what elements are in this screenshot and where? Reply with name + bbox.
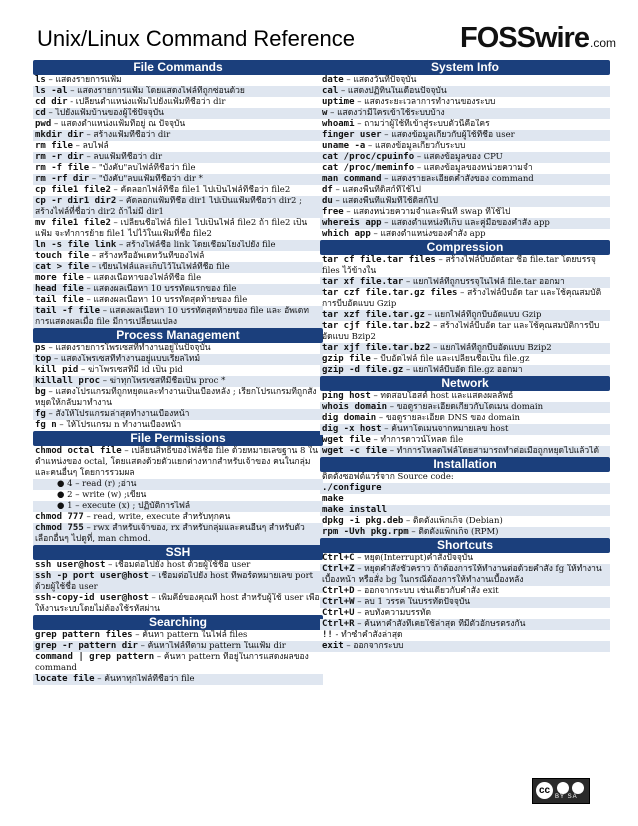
command-description: – แสดงโปรแกรมที่ถูกหยุดและทำงานเป็นเบื้องหลัง ; เรียกโปรแกรมที่ถูกสั่งหยุดให้กลับมาทำงาน (35, 387, 317, 408)
command-text: tar czf file.tar.gz files (322, 288, 458, 298)
command-row (33, 409, 323, 420)
command-row (320, 354, 610, 365)
section-header-shortcuts: Shortcuts (320, 538, 610, 553)
command-description: – แสดงเนื้อหาของไฟล์ที่ชื่อ file (83, 273, 202, 283)
command-description: – สั่งให้โปรแกรมล่าสุดทำงานเบื้องหน้า (45, 409, 190, 419)
command-description: – แสดงรายการแฟ้ม โดยแสดงไฟล์ที่ถูกซ่อนด้วย (67, 86, 245, 96)
command-text: mkdir dir (35, 130, 84, 140)
command-text: Ctrl+C (322, 553, 355, 563)
command-description: – ลบ 1 วรรค ในบรรทัดปัจจุบัน (354, 597, 471, 607)
command-row (320, 630, 610, 641)
command-description: - เปลี่ยนตำแหน่งแฟ้มไปยังแฟ้มที่ชื่อว่า dir (67, 97, 226, 107)
command-text: tar xf file.tar (322, 277, 404, 287)
command-text: dig -x host (322, 424, 382, 434)
command-text: which app (322, 229, 371, 239)
command-text: cp file1 file2 (35, 185, 111, 195)
command-row (33, 97, 323, 108)
command-text: Ctrl+Z (322, 564, 355, 574)
command-text: kill pid (35, 365, 79, 375)
command-description: – ค้นหา pattern ที่อยู่ในการแสดงผลของ command (35, 652, 309, 673)
command-description: – แสดงหน่วยความจำและพื้นที่ swap ที่ใช้ไป (343, 207, 511, 217)
creative-commons-badge (532, 778, 590, 804)
section-header-compression: Compression (320, 240, 610, 255)
command-row (33, 490, 323, 501)
command-text: tail -f file (35, 306, 101, 316)
command-row (33, 420, 323, 431)
command-text: pwd (35, 119, 52, 129)
command-description: – ค้นหาคำสั่งที่เคยใช้ล่าสุด ที่มีตัวอักษรตรงกัน (354, 619, 526, 629)
command-text: uname -a (322, 141, 366, 151)
command-description: – สร้างหรืออัพเดทวันที่ของไฟล์ (89, 251, 205, 261)
command-row (320, 163, 610, 174)
command-description: – ออกจากระบบ (343, 641, 404, 651)
command-text: ssh -p port user@host (35, 571, 149, 581)
command-text: ./configure (322, 483, 382, 493)
command-row (33, 196, 323, 218)
command-text: whereis app (322, 218, 382, 228)
section-header-system-info: System Info (320, 60, 610, 75)
command-text: tar cf file.tar files (322, 255, 436, 265)
command-row (320, 277, 610, 288)
command-row (33, 119, 323, 130)
command-description: ● 4 – read (r) ;อ่าน (57, 479, 137, 489)
command-description: – แสดงว่ามีใครเข้าใช้ระบบบ้าง (327, 108, 445, 118)
command-description: – สร้างไฟล์บีบอัด tar และใช้คุณสมบัติการบีบอัดแบบ Bzip2 (322, 321, 600, 342)
command-row (33, 560, 323, 571)
command-row (320, 343, 610, 354)
command-text: man command (322, 174, 382, 184)
command-row (33, 75, 323, 86)
command-text: cd (35, 108, 46, 118)
command-description: – ฆ่าโพรเซสที่มี id เป็น pid (78, 365, 183, 375)
command-row (33, 108, 323, 119)
command-text: gzip file (322, 354, 371, 364)
command-row (33, 130, 323, 141)
command-description: – คัดลอกไฟล์ที่ชื่อ file1 ไปเป็นไฟล์ที่ชื่อว่า file2 (110, 185, 291, 195)
command-text: rm file (35, 141, 73, 151)
command-row (33, 251, 323, 262)
command-description: – เปลี่ยนสิทธิ์ของไฟล์ชื่อ file ด้วยหมายเลขฐาน 8 ในตำแหน่งของ octal, โดยแสดงด้วยตัวแยกต่างหากสำหรับเจ้าของ คนในกลุ่ม และคนอื่นๆ โดยการรวมผล (35, 446, 319, 478)
command-row (33, 376, 323, 387)
command-row (320, 207, 610, 218)
command-row (320, 527, 610, 538)
command-text: Ctrl+R (322, 619, 355, 629)
command-description: – แสดงตำแหน่งของคำสั่ง app (370, 229, 486, 239)
command-row (33, 630, 323, 641)
command-row (33, 163, 323, 174)
command-description: – ให้โปรแกรม n ทำงานเบื้องหน้า (56, 420, 182, 430)
command-description: – แสดงรายละเอียดคำสั่งของ command (381, 174, 534, 184)
command-text: dig domain (322, 413, 377, 423)
command-text: rm -rf dir (35, 174, 90, 184)
command-description: – rwx สำหรับเจ้าของ, rx สำหรับกลุ่มและคนอื่นๆ สำหรับตัวเลือกอื่นๆ ไปดูที่, man chmod. (35, 523, 305, 544)
command-description: – "บังคับ"ลบแฟ้มที่ชื่อว่า dir * (89, 174, 203, 184)
command-text: ls (35, 75, 46, 85)
command-row (33, 284, 323, 295)
command-text: date (322, 75, 344, 85)
command-text: tar xzf file.tar.gz (322, 310, 425, 320)
command-description: – แยกไฟล์บีบอัด file.gz ออกมา (403, 365, 523, 375)
command-row (320, 435, 610, 446)
command-text: exit (322, 641, 344, 651)
command-row (33, 262, 323, 273)
command-text: fg n (35, 420, 57, 430)
command-text: touch file (35, 251, 90, 261)
command-row (33, 571, 323, 593)
command-text: make install (322, 505, 388, 515)
command-text: cat /proc/meminfo (322, 163, 415, 173)
command-text: wget -c file (322, 446, 388, 456)
command-text: df (322, 185, 333, 195)
command-row (33, 152, 323, 163)
command-text: Ctrl+U (322, 608, 355, 618)
command-description: – ออกจากระบบ เช่นเดียวกับคำสั่ง exit (354, 586, 499, 596)
command-row (33, 652, 323, 674)
command-row (320, 310, 610, 321)
command-text: mv file1 file2 (35, 218, 111, 228)
command-text: cat > file (35, 262, 90, 272)
command-row (320, 75, 610, 86)
command-row (320, 108, 610, 119)
command-row (320, 641, 610, 652)
command-text: grep -r pattern dir (35, 641, 138, 651)
command-row (33, 86, 323, 97)
command-row (33, 354, 323, 365)
command-description: – ค้นหาไฟล์ที่ตาม pattern ในแฟ้ม dir (137, 641, 286, 651)
command-description: – ทำการโหลดไฟล์โดยสามารถทำต่อเมื่อถูกหยุดไปแล้วได้ (387, 446, 599, 456)
command-row (320, 597, 610, 608)
command-row (320, 564, 610, 586)
command-row (33, 641, 323, 652)
command-description: – เชื่อมต่อไปยัง host ด้วยผู้ใช้ชื่อ user (105, 560, 251, 570)
command-description: – แสดงตำแหน่งที่เก็บ และคู่มือของคำสั่ง app (381, 218, 550, 228)
command-description: – บีบอัดไฟล์ file และเปลี่ยนชื่อเป็น file.gz (370, 354, 530, 364)
command-row (320, 483, 610, 494)
fosswire-logo (460, 22, 616, 55)
command-description: – สร้างไฟล์บีบอัดtar ชื่อ file.tar โดยบรรจุ files ไว้ข้างใน (322, 255, 596, 276)
command-text: wget file (322, 435, 371, 445)
command-row (320, 196, 610, 207)
section-header-process-management: Process Management (33, 328, 323, 343)
command-row (320, 218, 610, 229)
command-row (320, 586, 610, 597)
section-header-ssh: SSH (33, 545, 323, 560)
command-row (320, 130, 610, 141)
sa-icon (572, 782, 584, 794)
command-row (320, 391, 610, 402)
command-row (320, 86, 610, 97)
command-description: – ค้นหาทุกไฟล์ที่ชื่อว่า file (94, 674, 195, 684)
command-row (320, 472, 610, 483)
command-description: – แสดงระยะเวลาการทำงานของระบบ (354, 97, 496, 107)
page-title: Unix/Linux Command Reference (37, 26, 355, 51)
command-text: tar cjf file.tar.bz2 (322, 321, 431, 331)
command-text: tar xjf file.tar.bz2 (322, 343, 431, 353)
command-description: – ขอดูรายละเอียด DNS ของ domain (376, 413, 521, 423)
command-description: – ถามว่าผู้ใช้ที่เข้าสู่ระบบตัวนี้คือใคร (354, 119, 490, 129)
command-description: – แสดงข้อมูลของ CPU (414, 152, 503, 162)
section-header-network: Network (320, 376, 610, 391)
command-description: – แสดงรายการโพรเซสที่ทำงานอยู่ในปัจจุบัน (45, 343, 211, 353)
command-description: – แยกไฟล์ที่ถูกบีบอัดแบบ Bzip2 (430, 343, 552, 353)
command-text: locate file (35, 674, 95, 684)
command-text: chmod octal file (35, 446, 122, 456)
cc-icon: cc (536, 782, 553, 799)
command-text: head file (35, 284, 84, 294)
command-text: rpm -Uvh pkg.rpm (322, 527, 409, 537)
command-row (320, 424, 610, 435)
command-row (33, 295, 323, 306)
command-row (33, 174, 323, 185)
command-description: – เปลี่ยนชื่อไฟล์ file1 ไปเป็นไฟล์ file2 ถ้า file2 เป็นแฟ้ม จะทำการย้าย file1 ไปไว้ในแฟ้มที่ชื่อ file2 (35, 218, 308, 239)
command-row (33, 387, 323, 409)
command-description: – แสดงปฏิทินในเดือนปัจจุบัน (338, 86, 447, 96)
command-description: – แสดงพื้นที่ดิสก์ที่ใช้ไป (332, 185, 421, 195)
command-row (320, 174, 610, 185)
command-description: – แสดงผลเนื้อหา 10 บรรทัดสุดท้ายของ file และ อัพเดทการแสดงผลเมื่อ file มีการเปลี่ยนแปลง (35, 306, 309, 327)
command-description: – ไปยังแฟ้มบ้านของผู้ใช้ปัจจุบัน (45, 108, 164, 118)
command-row (33, 343, 323, 354)
command-description: – สร้างไฟล์ชื่อ link โดยเชื่อมโยงไปยัง file (116, 240, 276, 250)
section-header-installation: Installation (320, 457, 610, 472)
command-description: – แสดงวันที่ปัจจุบัน (343, 75, 417, 85)
command-description: – แสดงข้อมูลเกี่ยวกับผู้ใช้ที่ชื่อ user (381, 130, 515, 140)
command-row (320, 608, 610, 619)
command-row (320, 619, 610, 630)
left-column (33, 60, 323, 685)
command-row (320, 119, 610, 130)
command-text: fg (35, 409, 46, 419)
command-row (33, 365, 323, 376)
command-text: !! (322, 630, 333, 640)
command-description: – ทดสอบโฮสต์ host และแสดงผลลัพธ์ (370, 391, 514, 401)
command-row (33, 674, 323, 685)
command-description: – หยุด(Interrupt)คำสั่งปัจจุบัน (354, 553, 474, 563)
command-row (33, 218, 323, 240)
command-description: – เขียนไฟล์และเก็บไว้ในไฟล์ที่ชื่อ file (89, 262, 230, 272)
command-description: – เพิ่มคีย์ของคุณที่ host สำหรับผู้ใช้ user เพื่อให้งานระบบโดยไม่ต้องใช้รหัสผ่าน (35, 593, 320, 614)
command-row (33, 185, 323, 196)
command-text: chmod 755 (35, 523, 84, 533)
command-row (33, 512, 323, 523)
by-icon (557, 782, 569, 794)
command-text: free (322, 207, 344, 217)
section-header-file-commands: File Commands (33, 60, 323, 75)
command-row (320, 413, 610, 424)
command-description: – ลบแฟ้มที่ชื่อว่า dir (83, 152, 163, 162)
command-row (33, 240, 323, 251)
command-description: – แสดงพื้นที่แฟ้มที่ใช้ดิสก์ไป (332, 196, 438, 206)
command-text: rm -r dir (35, 152, 84, 162)
command-row (320, 141, 610, 152)
command-text: cp -r dir1 dir2 (35, 196, 117, 206)
logo-text: FOSSwire (459, 22, 589, 54)
command-text: cal (322, 86, 339, 96)
command-description: – แสดงข้อมูลของหน่วยความจำ (414, 163, 533, 173)
command-description: – read, write, execute สำหรับทุกคน (83, 512, 231, 522)
command-row (320, 97, 610, 108)
command-row (33, 479, 323, 490)
command-text: bg (35, 387, 46, 397)
command-description: – ขอดูรายละเอียดเกี่ยวกับโดเมน domain (387, 402, 544, 412)
logo-domain: .com (589, 36, 616, 50)
command-text: du (322, 196, 333, 206)
command-text: whoami (322, 119, 355, 129)
command-description: ● 1 – execute (x) ; ปฏิบัติการไฟล์ (57, 501, 191, 511)
command-text: killall proc (35, 376, 101, 386)
command-text: top (35, 354, 52, 364)
command-row (320, 185, 610, 196)
command-row (320, 494, 610, 505)
command-description: ติดตั้งซอฟต์แวร์จาก Source code: (322, 472, 454, 482)
page-header (14, 0, 624, 58)
command-row (33, 306, 323, 328)
command-text: uptime (322, 97, 355, 107)
command-description: – แสดงโพรเซสที่ทำงานอยู่แบบเรียลไทม์ (51, 354, 201, 364)
command-description: – ทำการดาวน์โหลด file (370, 435, 464, 445)
command-text: dpkg -i pkg.deb (322, 516, 404, 526)
command-description: – แสดงผลเนื้อหา 10 บรรทัดสุดท้ายของ file (83, 295, 248, 305)
command-description: ● 2 – write (w) ;เขียน (57, 490, 147, 500)
command-row (320, 321, 610, 343)
section-header-searching: Searching (33, 615, 323, 630)
command-description: – แยกไฟล์ที่ถูกบรรจุในไฟล์ file.tar ออกมา (403, 277, 565, 287)
command-text: ln -s file link (35, 240, 117, 250)
command-row (320, 152, 610, 163)
command-row (33, 446, 323, 479)
command-row (320, 255, 610, 277)
command-description: – ติดตั้งแพ็กเก็จ (Debian) (403, 516, 503, 526)
command-text: command | grep pattern (35, 652, 155, 662)
command-description: – คัดลอกแฟ้มที่ชื่อ dir1 ไปเป็นแฟ้มที่ชื่อว่า dir2 ; สร้างไฟล์ที่ชื่อว่า dir2 ถ้าไม่มี dir1 (35, 196, 303, 217)
command-text: Ctrl+D (322, 586, 355, 596)
command-text: grep pattern files (35, 630, 133, 640)
command-description: – สร้างไฟล์บีบอัด tar และใช้คุณสมบัติการบีบอัดแบบ Gzip (322, 288, 602, 309)
command-description: – ลบไฟล์ (72, 141, 109, 151)
command-row (320, 516, 610, 527)
command-description: – "บังคับ"ลบไฟล์ที่ชื่อว่า file (89, 163, 196, 173)
command-text: chmod 777 (35, 512, 84, 522)
command-text: w (322, 108, 328, 118)
command-description: – แสดงข้อมูลเกี่ยวกับระบบ (365, 141, 466, 151)
command-row (320, 505, 610, 516)
command-row (33, 141, 323, 152)
command-text: cd dir (35, 97, 68, 107)
command-description: – เชื่อมต่อไปยัง host ที่พอร์ตหมายเลข port ด้วยผู้ใช้ชื่อ user (35, 571, 314, 592)
command-text: ps (35, 343, 46, 353)
command-row (320, 365, 610, 376)
command-text: gzip -d file.gz (322, 365, 404, 375)
command-text: Ctrl+W (322, 597, 355, 607)
command-row (33, 501, 323, 512)
command-description: – สร้างแฟ้มที่ชื่อว่า dir (83, 130, 171, 140)
command-description: – ติดตั้งแพ็กเก็จ (RPM) (408, 527, 499, 537)
command-row (320, 553, 610, 564)
command-text: ls -al (35, 86, 68, 96)
command-description: – หยุดคำสั่งชั่วคราว ถ้าต้องการให้ทำงานต่อด้วยคำสั่ง fg ให้ทำงานเบื้องหน้า หรือสั่ง bg ในกรณีต้องการให้ทำงานเบื้องหลัง (322, 564, 602, 585)
command-description: – ค้นหาโดเมนจากหมายเลข host (381, 424, 509, 434)
command-row (320, 446, 610, 457)
command-text: whois domain (322, 402, 388, 412)
command-description: – ฆ่าทุกโพรเซสที่มีชื่อเป็น proc * (100, 376, 226, 386)
command-text: make (322, 494, 344, 504)
command-text: finger user (322, 130, 382, 140)
command-text: cat /proc/cpuinfo (322, 152, 415, 162)
command-description: – ลบทั้งความบรรทัด (354, 608, 432, 618)
section-header-file-permissions: File Permissions (33, 431, 323, 446)
command-row (320, 229, 610, 240)
command-description: - ทำซ้ำคำสั่งล่าสุด (332, 630, 403, 640)
command-description: – แสดงรายการแฟ้ม (45, 75, 122, 85)
command-row (33, 523, 323, 545)
command-text: ssh user@host (35, 560, 106, 570)
command-description: – แสดงผลเนื้อหา 10 บรรทัดแรกของ file (83, 284, 237, 294)
command-row (33, 593, 323, 615)
command-text: more file (35, 273, 84, 283)
command-row (320, 288, 610, 310)
command-description: – แยกไฟล์ที่ถูกบีบอัดแบบ Gzip (424, 310, 542, 320)
command-row (320, 402, 610, 413)
command-row (33, 273, 323, 284)
command-text: tail file (35, 295, 84, 305)
command-description: – แสดงตำแหน่งแฟ้มที่อยู่ ณ ปัจจุบัน (51, 119, 186, 129)
command-description: – ค้นหา pattern ในไฟล์ files (132, 630, 248, 640)
command-text: ping host (322, 391, 371, 401)
command-text: rm -f file (35, 163, 90, 173)
right-column (320, 60, 610, 652)
license-label: BY SA (555, 794, 578, 800)
command-text: ssh-copy-id user@host (35, 593, 149, 603)
